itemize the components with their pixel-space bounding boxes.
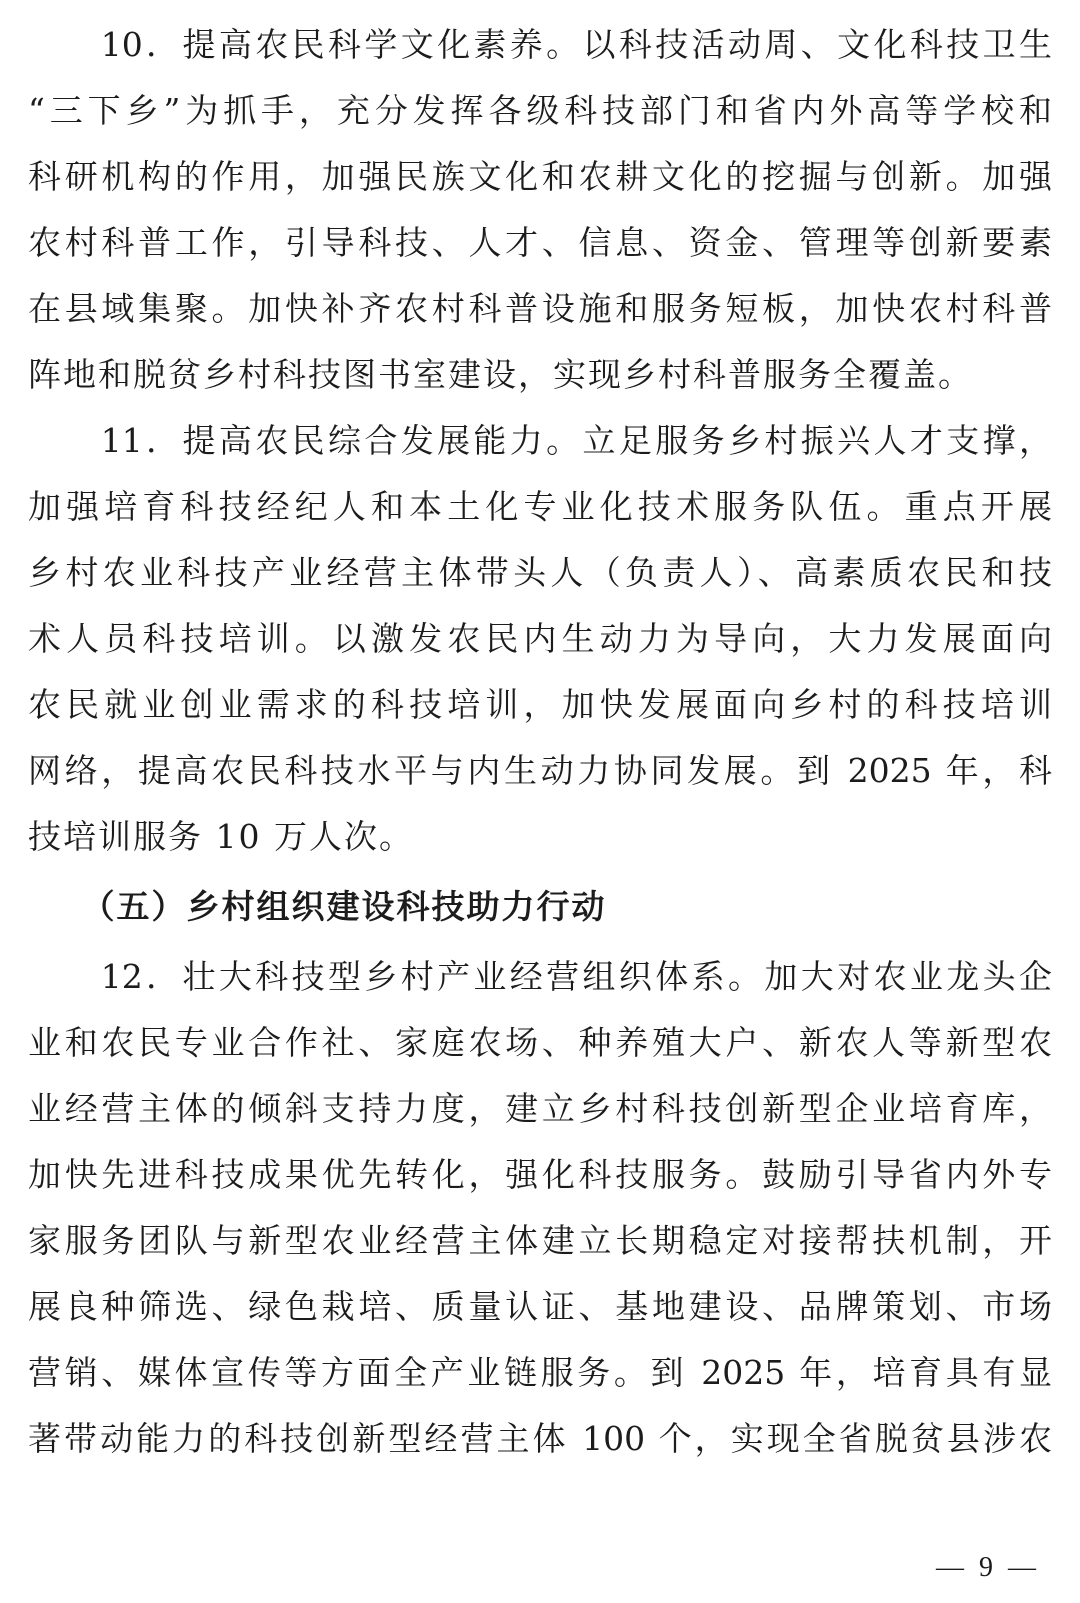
paragraph-11-line-7: 技培训服务 10 万人次。 — [28, 817, 414, 856]
paragraph-12-line-6: 展良种筛选、绿色栽培、质量认证、基地建设、品牌策划、市场 — [28, 1287, 1052, 1326]
section-heading: （五）乡村组织建设科技助力行动 — [28, 887, 607, 926]
document-page — [28, 0, 1052, 1603]
paragraph-12-line-5: 家服务团队与新型农业经营主体建立长期稳定对接帮扶机制，开 — [28, 1221, 1052, 1260]
paragraph-12-line-8: 著带动能力的科技创新型经营主体 100 个，实现全省脱贫县涉农 — [28, 1419, 1052, 1458]
paragraph-10-line-2: “三下乡”为抓手，充分发挥各级科技部门和省内外高等学校和 — [28, 91, 1052, 130]
paragraph-10-line-1: 10．提高农民科学文化素养。以科技活动周、文化科技卫生 — [28, 25, 1052, 64]
paragraph-10-line-3: 科研机构的作用，加强民族文化和农耕文化的挖掘与创新。加强 — [28, 157, 1052, 196]
paragraph-10-line-6: 阵地和脱贫乡村科技图书室建设，实现乡村科普服务全覆盖。 — [28, 355, 973, 394]
paragraph-12-line-4: 加快先进科技成果优先转化，强化科技服务。鼓励引导省内外专 — [28, 1155, 1052, 1194]
paragraph-11-line-6: 网络，提高农民科技水平与内生动力协同发展。到 2025 年，科 — [28, 751, 1052, 790]
paragraph-12-line-3: 业经营主体的倾斜支持力度，建立乡村科技创新型企业培育库， — [28, 1089, 1052, 1128]
page-number: — 9 — — [936, 1552, 1040, 1583]
paragraph-12-line-7: 营销、媒体宣传等方面全产业链服务。到 2025 年，培育具有显 — [28, 1353, 1052, 1392]
paragraph-11-line-3: 乡村农业科技产业经营主体带头人（负责人）、高素质农民和技 — [28, 553, 1052, 592]
paragraph-11-line-1: 11．提高农民综合发展能力。立足服务乡村振兴人才支撑， — [28, 421, 1052, 460]
paragraph-11-line-4: 术人员科技培训。以激发农民内生动力为导向，大力发展面向 — [28, 619, 1052, 658]
paragraph-11-line-2: 加强培育科技经纪人和本土化专业化技术服务队伍。重点开展 — [28, 487, 1052, 526]
paragraph-10-line-4: 农村科普工作，引导科技、人才、信息、资金、管理等创新要素 — [28, 223, 1052, 262]
paragraph-12-line-2: 业和农民专业合作社、家庭农场、种养殖大户、新农人等新型农 — [28, 1023, 1052, 1062]
paragraph-12-line-1: 12．壮大科技型乡村产业经营组织体系。加大对农业龙头企 — [28, 957, 1052, 996]
paragraph-10-line-5: 在县域集聚。加快补齐农村科普设施和服务短板，加快农村科普 — [28, 289, 1052, 328]
paragraph-11-line-5: 农民就业创业需求的科技培训，加快发展面向乡村的科技培训 — [28, 685, 1052, 724]
